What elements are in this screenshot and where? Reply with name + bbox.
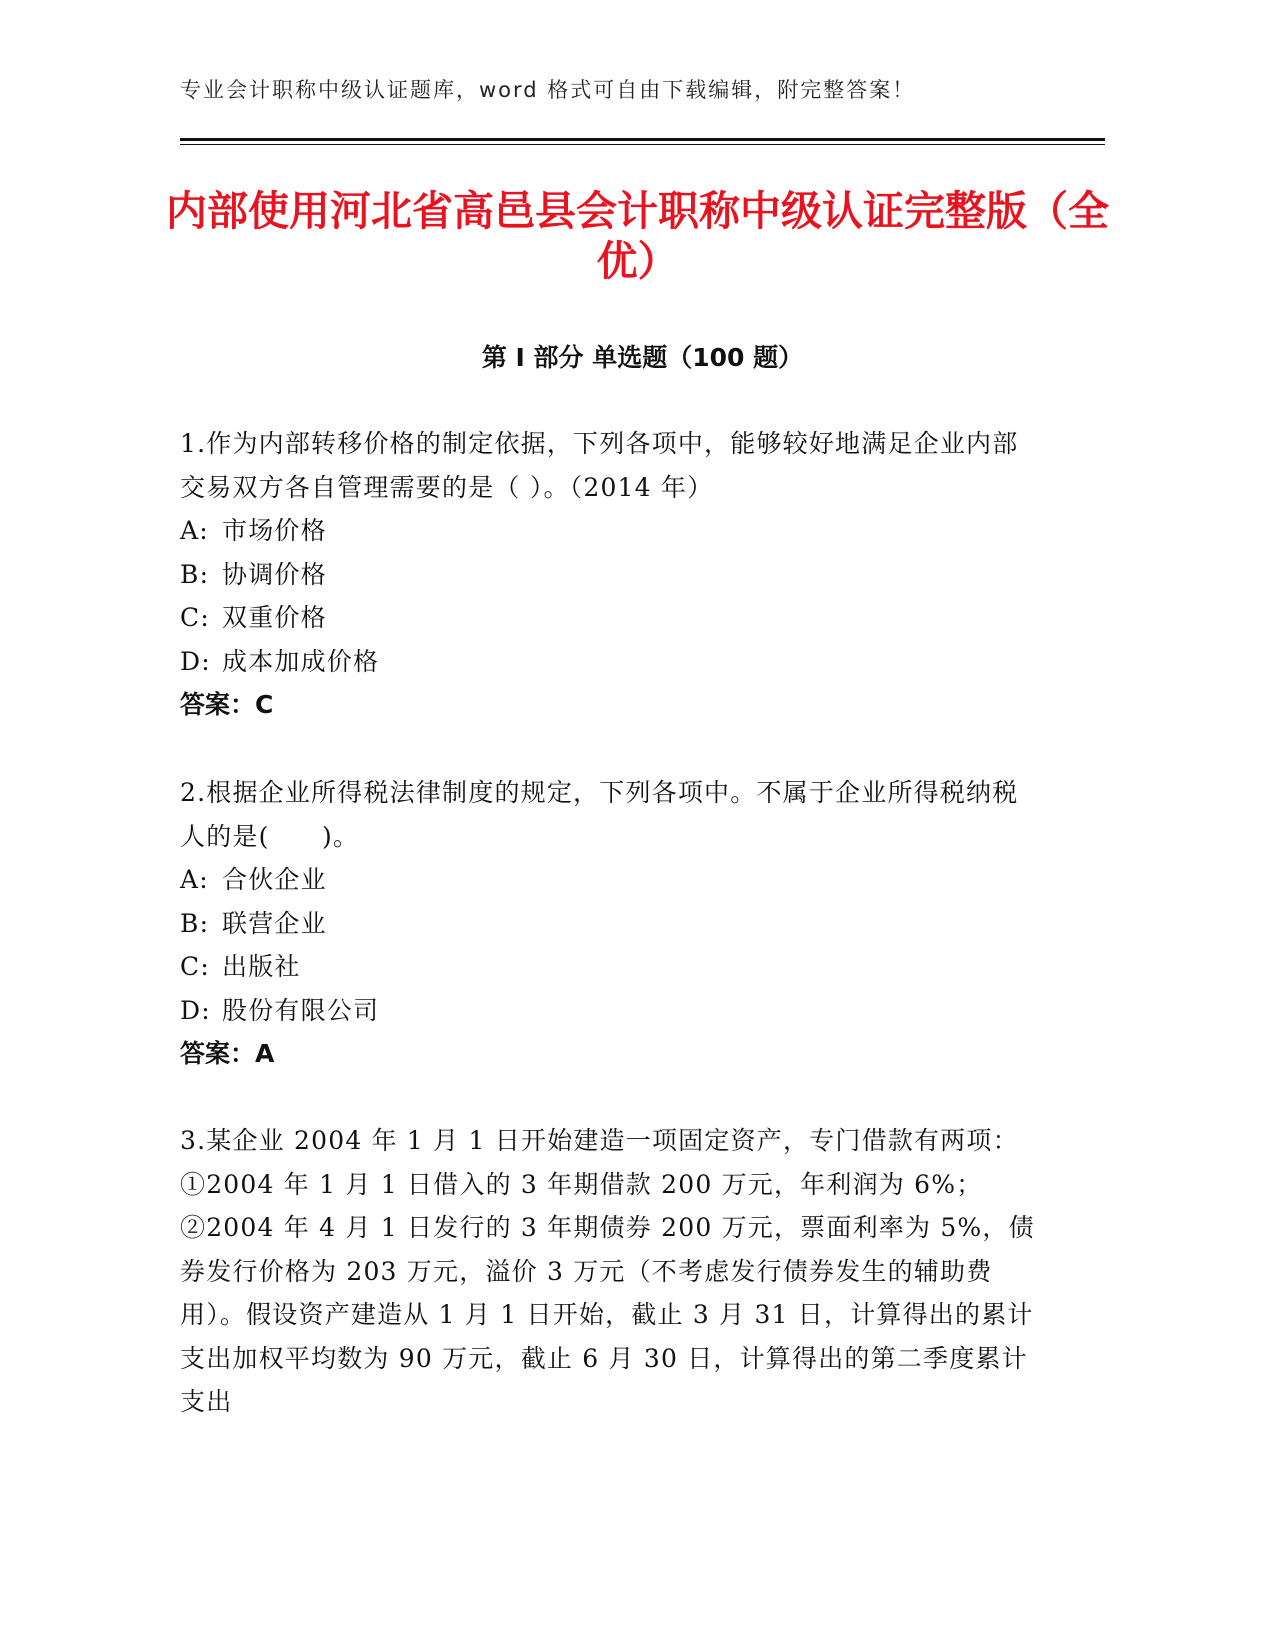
option-text: 出版社 [222, 952, 301, 981]
option-b [180, 902, 1040, 946]
option-key: B: [180, 559, 210, 589]
answer-line: 答案：A [180, 1039, 275, 1068]
question-1 [180, 422, 1040, 727]
option-key: C: [180, 603, 210, 632]
header-rule-thin [180, 144, 1105, 145]
question-2 [180, 771, 1040, 1076]
option-key: A: [180, 516, 209, 545]
option-d [180, 640, 1040, 684]
option-key: D: [180, 995, 211, 1025]
option-a [180, 509, 1040, 553]
option-text: 协调价格 [222, 559, 327, 589]
option-text: 合伙企业 [222, 865, 327, 894]
option-text: 市场价格 [222, 516, 327, 545]
option-key: D: [180, 646, 211, 676]
question-3 [180, 1119, 1040, 1424]
answer-line: 答案：C [180, 690, 274, 719]
document-title: 内部使用河北省高邑县会计职称中级认证完整版（全优） [166, 187, 1109, 285]
option-text: 成本加成价格 [222, 646, 380, 676]
header-note: 专业会计职称中级认证题库，word 格式可自由下载编辑，附完整答案！ [180, 78, 916, 102]
option-key: B: [180, 908, 210, 938]
option-text: 联营企业 [222, 908, 327, 938]
option-key: C: [180, 952, 210, 981]
question-stem: 2.根据企业所得税法律制度的规定，下列各项中。不属于企业所得税纳税人的是( )。 [180, 778, 1019, 851]
option-d [180, 989, 1040, 1033]
header-rule-thick [180, 138, 1105, 141]
option-b [180, 553, 1040, 597]
option-text: 股份有限公司 [222, 995, 380, 1025]
option-key: A: [180, 865, 209, 894]
question-stem: 1.作为内部转移价格的制定依据，下列各项中，能够较好地满足企业内部交易双方各自管理需要的是（ ）。（2014 年） [180, 429, 1019, 502]
option-text: 双重价格 [222, 603, 327, 632]
option-c [180, 945, 1040, 989]
option-a [180, 858, 1040, 902]
option-c [180, 596, 1040, 640]
question-stem: 3.某企业 2004 年 1 月 1 日开始建造一项固定资产，专门借款有两项：①2004 年 1 月 1 日借入的 3 年期借款 200 万元，年利润为 6%；②2004 年 4 月 1 日发行的 3 年期债券 200 万元，票面利率为 5%，债券发行价格为 203 万元，溢价 3 万元（不考虑发行债券发生的辅助费用）。假设资产建造从 1 月 1 日开始，截止 3 月 31 日，计算得出的累计支出加权平均数为 90 万元，截止 6 月 30 日，计算得出的第二季度累计支出 [180, 1126, 1035, 1416]
section-title: 第 I 部分 单选题（100 题） [481, 343, 804, 372]
